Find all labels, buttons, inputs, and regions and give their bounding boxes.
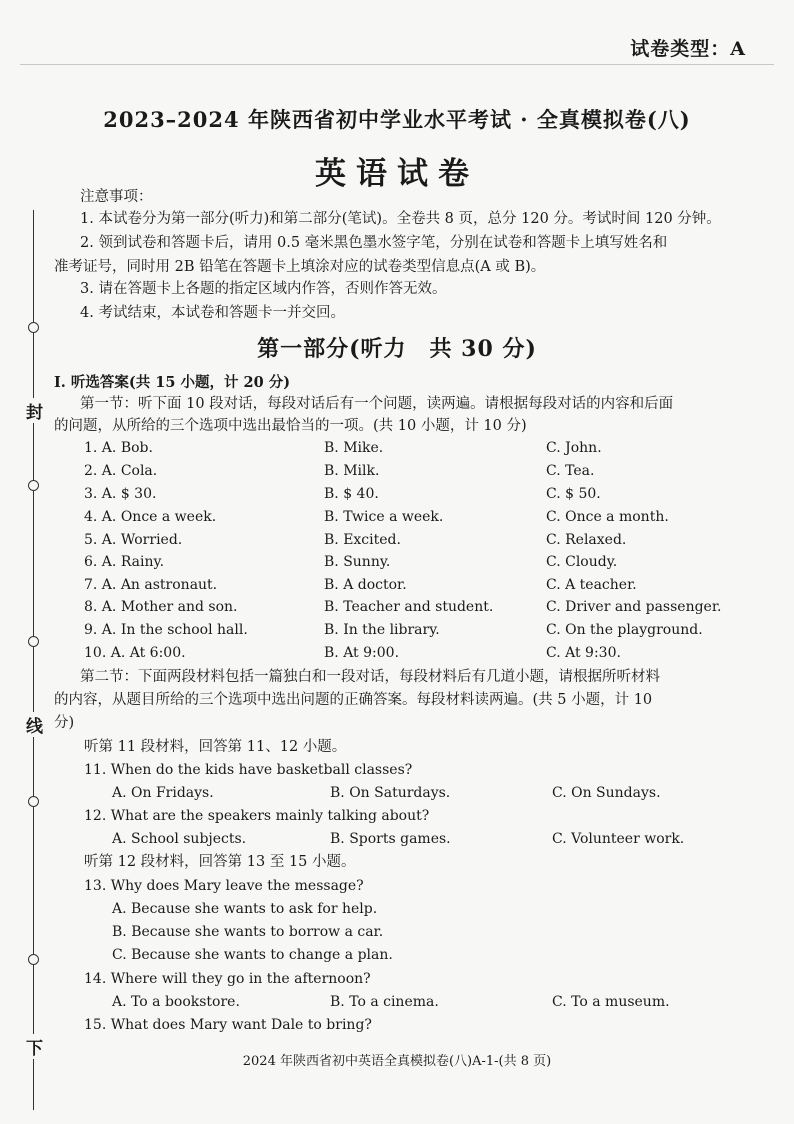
option-a: 7. A. An astronaut.: [84, 577, 218, 593]
option-b: B. To a cinema.: [330, 994, 439, 1010]
material-heading: 听第 11 段材料，回答第 11、12 小题。: [84, 739, 347, 755]
option-c: C. Driver and passenger.: [546, 599, 722, 615]
option-c: C. Tea.: [546, 463, 595, 479]
binding-char-seal: 封: [26, 398, 43, 423]
binding-circle: [28, 796, 39, 807]
option-a: A. Because she wants to ask for help.: [112, 901, 378, 917]
binding-char-line: 线: [26, 712, 43, 737]
option-a: 10. A. At 6:00.: [84, 645, 186, 661]
binding-circle: [28, 636, 39, 647]
question-stem: 11. When do the kids have basketball classes?: [84, 762, 413, 778]
notes-heading: 注意事项：: [80, 189, 153, 205]
option-b: B. Teacher and student.: [324, 599, 494, 615]
question-stem: 12. What are the speakers mainly talking about?: [84, 808, 430, 824]
option-c: C. At 9:30.: [546, 645, 621, 661]
question-stem: 15. What does Mary want Dale to bring?: [84, 1017, 372, 1033]
option-a: 1. A. Bob.: [84, 440, 153, 456]
option-c: C. Because she wants to change a plan.: [112, 947, 393, 963]
option-c: C. Volunteer work.: [552, 831, 685, 847]
option-b: B. Excited.: [324, 532, 401, 548]
note-item: 准考证号，同时用 2B 铅笔在答题卡上填涂对应的试卷类型信息点(A 或 B)。: [54, 259, 546, 275]
option-c: C. Relaxed.: [546, 532, 627, 548]
option-b: B. In the library.: [324, 622, 440, 638]
note-item: 4. 考试结束，本试卷和答题卡一并交回。: [80, 305, 345, 321]
option-b: B. A doctor.: [324, 577, 407, 593]
option-b: B. Sports games.: [330, 831, 451, 847]
option-c: C. $ 50.: [546, 486, 601, 502]
binding-char-below: 下: [26, 1034, 43, 1059]
section-instruction: 的问题，从所给的三个选项中选出最恰当的一项。(共 10 小题，计 10 分): [54, 418, 527, 434]
subject-title: 英语试卷: [315, 156, 479, 192]
option-b: B. Because she wants to borrow a car.: [112, 924, 384, 940]
option-b: B. Sunny.: [324, 554, 391, 570]
option-b: B. At 9:00.: [324, 645, 400, 661]
question-stem: 14. Where will they go in the afternoon?: [84, 971, 371, 987]
option-a: 5. A. Worried.: [84, 532, 183, 548]
page-footer: 2024 年陕西省初中英语全真模拟卷(八)A-1-(共 8 页): [242, 1054, 552, 1069]
option-b: B. $ 40.: [324, 486, 379, 502]
note-item: 1. 本试卷分为第一部分(听力)和第二部分(笔试)。全卷共 8 页，总分 120 分。考试时间 120 分钟。: [80, 211, 721, 227]
section-instruction: 第二节：下面两段材料包括一篇独白和一段对话，每段材料后有几道小题，请根据所听材料: [80, 669, 660, 685]
section-instruction: 分): [54, 715, 75, 731]
option-c: C. John.: [546, 440, 602, 456]
option-c: C. Once a month.: [546, 509, 669, 525]
option-a: 2. A. Cola.: [84, 463, 158, 479]
option-c: C. On the playground.: [546, 622, 703, 638]
binding-circle: [28, 954, 39, 965]
option-b: B. Mike.: [324, 440, 384, 456]
exam-title: 2023–2024 年陕西省初中学业水平考试 · 全真模拟卷(八): [103, 107, 691, 132]
material-heading: 听第 12 段材料，回答第 13 至 15 小题。: [84, 854, 356, 870]
option-b: B. Milk.: [324, 463, 380, 479]
option-a: 9. A. In the school hall.: [84, 622, 248, 638]
option-c: C. To a museum.: [552, 994, 670, 1010]
section-title: Ⅰ. 听选答案(共 15 小题，计 20 分): [54, 374, 291, 391]
option-b: B. Twice a week.: [324, 509, 444, 525]
section-instruction: 第一节：听下面 10 段对话，每段对话后有一个问题，读两遍。请根据每段对话的内容和后面: [80, 396, 674, 412]
option-a: A. School subjects.: [112, 831, 247, 847]
option-a: A. To a bookstore.: [112, 994, 240, 1010]
option-c: C. Cloudy.: [546, 554, 618, 570]
option-c: C. On Sundays.: [552, 785, 661, 801]
option-a: 6. A. Rainy.: [84, 554, 165, 570]
part-title: 第一部分(听力 共 30 分): [257, 336, 537, 362]
option-a: 8. A. Mother and son.: [84, 599, 238, 615]
section-instruction: 的内容，从题目所给的三个选项中选出问题的正确答案。每段材料读两遍。(共 5 小题，计 10: [54, 692, 653, 708]
note-item: 2. 领到试卷和答题卡后，请用 0.5 毫米黑色墨水签字笔，分别在试卷和答题卡上填写姓名和: [80, 235, 668, 251]
header-rule: [20, 64, 774, 65]
option-a: A. On Fridays.: [112, 785, 214, 801]
option-c: C. A teacher.: [546, 577, 637, 593]
option-a: 4. A. Once a week.: [84, 509, 217, 525]
option-b: B. On Saturdays.: [330, 785, 451, 801]
binding-circle: [28, 480, 39, 491]
option-a: 3. A. $ 30.: [84, 486, 157, 502]
note-item: 3. 请在答题卡上各题的指定区域内作答，否则作答无效。: [80, 281, 447, 297]
paper-type-label: 试卷类型：A: [630, 38, 746, 60]
question-stem: 13. Why does Mary leave the message?: [84, 878, 364, 894]
